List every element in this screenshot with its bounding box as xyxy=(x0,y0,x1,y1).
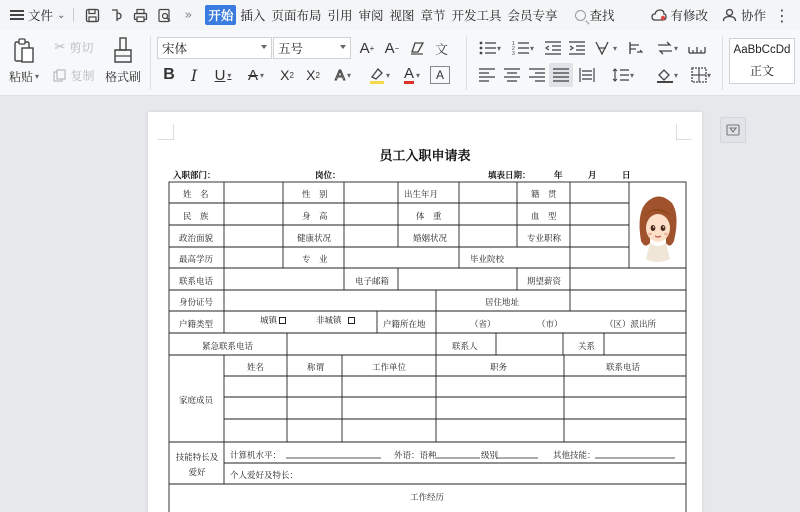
avatar xyxy=(630,183,685,267)
label-hukou-type: 户籍类型 xyxy=(179,319,214,329)
increase-indent-icon[interactable] xyxy=(566,38,588,58)
format-painter-button[interactable] xyxy=(102,68,144,84)
text-effect-button[interactable]: A ▾ xyxy=(334,66,352,84)
superscript-button[interactable]: X 2 xyxy=(280,67,294,83)
print-preview-icon[interactable] xyxy=(156,7,172,23)
label-phone: 联系电话 xyxy=(179,276,214,286)
urban-label: 城镇 xyxy=(260,315,278,325)
print-icon[interactable] xyxy=(132,7,148,23)
subscript-button[interactable]: X 2 xyxy=(306,67,320,83)
show-marks-icon[interactable] xyxy=(624,38,646,58)
tab-home[interactable]: 开始 xyxy=(205,5,236,25)
label-hukou-location: 户籍所在地 xyxy=(383,319,426,329)
chinese-layout-icon[interactable]: ▾ xyxy=(591,38,621,58)
document-page xyxy=(148,112,702,512)
label-political: 政治面貌 xyxy=(179,233,214,243)
day-label: 日 xyxy=(622,170,631,180)
paste-icon[interactable] xyxy=(6,34,42,68)
svg-text:2: 2 xyxy=(511,46,515,52)
label-gender: 性 别 xyxy=(302,189,328,199)
label-native-place: 籍 贯 xyxy=(531,189,557,199)
dropdown-arrow-icon xyxy=(340,45,346,49)
chevron-down-icon: ⌄ xyxy=(57,9,66,21)
label-contact-person: 联系人 xyxy=(452,341,478,351)
line-spacing-icon[interactable]: ▾ xyxy=(608,65,638,85)
font-name-value: 宋体 xyxy=(162,42,188,56)
label-city: （市） xyxy=(537,319,563,329)
char-border-button[interactable]: A xyxy=(430,66,450,84)
table-tools-icon[interactable] xyxy=(686,38,708,58)
family-header-employer: 工作单位 xyxy=(372,362,407,372)
label-family: 家庭成员 xyxy=(179,395,214,405)
grow-font-icon[interactable]: A + xyxy=(359,39,375,57)
family-header-name: 姓名 xyxy=(247,362,265,372)
date-label: 填表日期： xyxy=(488,170,531,180)
borders-icon[interactable]: ▾ xyxy=(686,65,716,85)
label-relation: 关系 xyxy=(578,341,596,351)
label-weight: 体 重 xyxy=(416,211,442,221)
export-pdf-icon[interactable] xyxy=(108,7,124,23)
user-icon xyxy=(722,8,737,22)
label-province: （省） xyxy=(470,319,496,329)
tab-references[interactable]: 引用 xyxy=(327,9,353,23)
label-height: 身 高 xyxy=(302,211,328,221)
style-normal[interactable] xyxy=(729,38,795,84)
font-size-select[interactable] xyxy=(273,37,351,59)
underline-button[interactable]: U ▾ xyxy=(214,66,232,84)
family-header-phone: 联系电话 xyxy=(606,362,641,372)
numbered-list-icon[interactable]: 1 2 3 ▾ xyxy=(511,41,534,55)
year-label: 年 xyxy=(554,170,563,180)
paste-dropdown-icon: ▾ xyxy=(35,71,40,81)
font-size-value: 五号 xyxy=(278,42,304,56)
svg-text:1: 1 xyxy=(511,41,515,47)
strikethrough-button[interactable]: A ▾ xyxy=(247,66,265,84)
file-menu-label: 文件 xyxy=(28,9,54,23)
label-emergency-phone: 紧急联系电话 xyxy=(202,341,254,351)
label-work-experience: 工作经历 xyxy=(410,492,445,502)
label-police-station: （区）派出所 xyxy=(605,319,657,329)
checkbox-icon xyxy=(348,317,355,324)
tab-member[interactable]: 会员专享 xyxy=(507,9,558,23)
dropdown-arrow-icon xyxy=(261,45,267,49)
label-birth: 出生年月 xyxy=(404,189,439,199)
copy-icon xyxy=(53,69,66,82)
family-header-relation: 称谓 xyxy=(307,362,325,372)
scissors-icon: ✂ xyxy=(54,39,66,55)
shading-icon[interactable]: ▾ xyxy=(652,65,682,85)
page-title: 员工入职申请表 xyxy=(379,149,471,164)
collab-label: 协作 xyxy=(740,9,766,23)
label-blood-type: 血 型 xyxy=(531,211,557,221)
label-email: 电子邮箱 xyxy=(355,276,390,286)
label-skills: 技能特长及爱好 xyxy=(175,452,219,477)
highlighter-icon xyxy=(368,66,386,84)
label-school: 毕业院校 xyxy=(470,254,505,264)
search-icon xyxy=(575,10,586,21)
label-id-number: 身份证号 xyxy=(179,297,214,307)
style-name: 正文 xyxy=(749,63,774,78)
bold-button[interactable]: B xyxy=(163,66,175,83)
tab-chapter[interactable]: 章节 xyxy=(420,9,446,23)
tab-view[interactable]: 视图 xyxy=(389,9,415,23)
filter-icon xyxy=(726,124,740,136)
label-marital: 婚姻状况 xyxy=(413,233,448,243)
label-title: 专业职称 xyxy=(527,233,562,243)
label-ethnicity: 民 族 xyxy=(183,211,209,221)
divider xyxy=(73,8,74,22)
position-label: 岗位： xyxy=(315,170,341,180)
label-hobbies: 个人爱好及特长： xyxy=(230,470,299,480)
divider xyxy=(150,36,151,90)
format-painter-label: 格式刷 xyxy=(104,69,141,84)
label-salary: 期望薪资 xyxy=(527,276,562,286)
align-center-icon[interactable] xyxy=(501,65,523,85)
checkbox-urban[interactable] xyxy=(260,314,286,326)
align-left-icon[interactable] xyxy=(476,65,498,85)
tab-developer[interactable]: 开发工具 xyxy=(451,9,502,23)
tab-review[interactable]: 审阅 xyxy=(358,9,384,23)
tab-page-layout[interactable]: 页面布局 xyxy=(271,9,322,23)
collab-button[interactable] xyxy=(722,0,766,30)
divider xyxy=(722,36,723,90)
more-options-icon[interactable]: ⋮ xyxy=(774,5,790,25)
cut-label: 剪切 xyxy=(69,40,94,55)
month-label: 月 xyxy=(588,170,597,180)
paste-label: 粘贴 xyxy=(8,69,33,84)
menu-bar xyxy=(0,0,800,30)
svg-text:文: 文 xyxy=(435,43,449,56)
file-menu[interactable] xyxy=(28,0,65,30)
bullet-list-icon[interactable]: ▾ xyxy=(476,38,504,58)
tab-insert[interactable]: 插入 xyxy=(240,9,266,23)
modified-label: 有修改 xyxy=(670,9,708,23)
family-header-duty: 职务 xyxy=(490,362,508,372)
label-name: 姓 名 xyxy=(183,189,209,199)
italic-button[interactable]: I xyxy=(190,65,198,85)
label-computer-level: 计算机水平： xyxy=(230,450,282,460)
format-painter-icon[interactable] xyxy=(108,34,138,66)
hamburger-menu-icon[interactable] xyxy=(10,10,24,20)
phonetic-guide-icon[interactable] xyxy=(430,38,452,58)
label-major: 专 业 xyxy=(302,254,328,264)
font-color-button[interactable]: A ▾ xyxy=(403,64,421,82)
modified-status[interactable] xyxy=(651,0,708,30)
copy-button[interactable] xyxy=(50,67,98,83)
style-sample: AaBbCcDd xyxy=(733,43,791,56)
label-education: 最高学历 xyxy=(179,254,214,264)
label-health: 健康状况 xyxy=(297,233,332,243)
divider xyxy=(466,36,467,90)
label-other-skills: 其他技能： xyxy=(553,450,596,460)
highlight-button[interactable]: ▾ xyxy=(363,64,395,86)
copy-label: 复制 xyxy=(70,68,95,83)
dept-label: 入职部门： xyxy=(173,170,216,180)
distribute-icon[interactable] xyxy=(576,65,598,85)
font-name-select[interactable] xyxy=(157,37,272,59)
search-box[interactable] xyxy=(575,0,615,30)
save-icon[interactable] xyxy=(84,7,100,23)
side-panel-toggle[interactable] xyxy=(720,117,746,143)
ribbon xyxy=(0,30,800,96)
clear-format-icon[interactable] xyxy=(406,38,428,58)
cloud-icon xyxy=(651,8,667,22)
label-address: 居住地址 xyxy=(485,297,520,307)
more-chevrons-icon[interactable]: » xyxy=(184,7,193,23)
label-level: 级别 xyxy=(481,450,499,460)
paste-button[interactable] xyxy=(4,68,44,84)
rural-label: 非城镇 xyxy=(316,315,342,325)
shrink-font-icon[interactable]: A − xyxy=(384,39,400,57)
search-label: 查找 xyxy=(589,9,615,23)
checkbox-icon xyxy=(279,317,286,324)
decrease-indent-icon[interactable] xyxy=(542,38,564,58)
svg-text:3: 3 xyxy=(511,51,515,55)
justify-icon[interactable] xyxy=(549,63,573,87)
cut-button[interactable] xyxy=(50,39,98,55)
label-language: 外语：语种 xyxy=(394,450,437,460)
checkbox-rural[interactable] xyxy=(316,314,355,326)
align-right-icon[interactable] xyxy=(526,65,548,85)
sort-icon[interactable]: ▾ xyxy=(652,38,682,58)
